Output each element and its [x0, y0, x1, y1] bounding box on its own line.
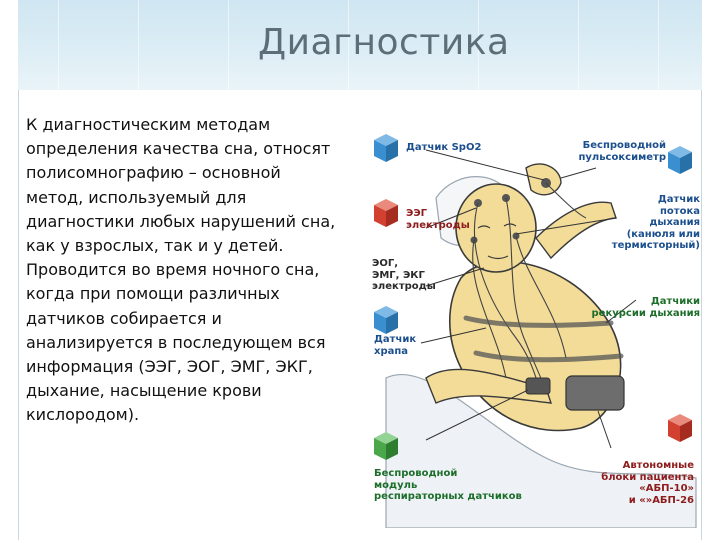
blue-cube-icon — [374, 134, 398, 162]
body-line: Проводится во время ночного сна, — [26, 260, 320, 280]
label-wireless-module: Беспроводной модуль респираторных датчиков — [374, 468, 522, 502]
label-spo2-sensor: Датчик SpO2 — [406, 142, 482, 153]
body-line: как у взрослых, так и у детей. — [26, 236, 284, 256]
body-line: информация (ЭЭГ, ЭОГ, ЭМГ, ЭКГ, — [26, 357, 313, 377]
body-line: дыхание, насыщение крови — [26, 381, 262, 401]
label-wireless-oximeter: Беспроводной пульсоксиметр — [578, 140, 666, 163]
red-cube-icon — [374, 199, 398, 227]
label-snore-sensor: Датчик храпа — [374, 334, 417, 357]
label-eeg-electrodes: ЭЭГ электроды — [406, 208, 470, 231]
label-airflow-sensor: Датчик потока дыхания (канюля или термисторный) — [611, 194, 700, 251]
body-line: К диагностическим методам — [26, 115, 271, 134]
body-line: датчиков собирается и — [26, 308, 222, 328]
green-cube-icon — [374, 432, 398, 460]
body-line: диагностики любых нарушений сна, — [26, 211, 336, 231]
body-line: кислородом). — [26, 405, 140, 425]
patient-unit-device — [566, 376, 624, 410]
body-line: когда при помощи различных — [26, 284, 280, 304]
blue-cube-icon — [668, 146, 692, 174]
label-patient-units: Автономные блоки пациента «АБП-10» и «»АБП-26 — [601, 460, 694, 506]
polysomnography-illustration — [366, 128, 702, 528]
body-line: анализируется в последующем вся — [26, 332, 326, 352]
body-line: полисомнографию – основной — [26, 163, 281, 183]
red-cube-icon — [668, 414, 692, 442]
page-title: Диагностика — [258, 22, 510, 63]
body-paragraph — [26, 113, 366, 428]
label-respiratory-sensors: Датчики рекурсии дыхания — [591, 296, 700, 319]
label-eog-emg-ecg: ЭОГ, ЭМГ, ЭКГ электроды — [372, 258, 436, 292]
body-line: определения качества сна, относят — [26, 139, 331, 159]
blue-cube-icon — [374, 306, 398, 334]
body-line: метод, используемый для — [26, 187, 247, 207]
title-band — [18, 0, 702, 90]
frame-line-left — [18, 90, 19, 540]
wireless-module-device — [526, 378, 550, 394]
